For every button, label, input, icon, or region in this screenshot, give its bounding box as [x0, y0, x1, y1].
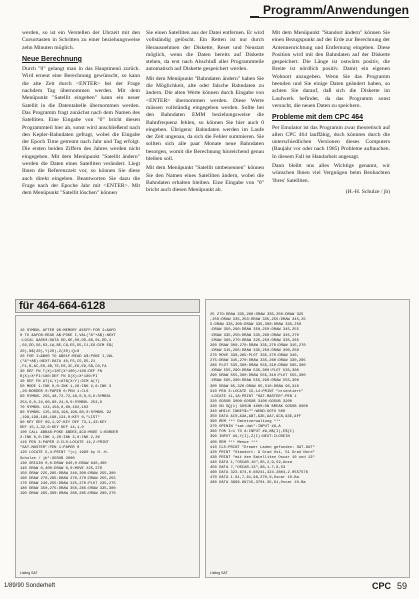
paragraph: Sie einen Satelliten aus der Datei entfernen. Er wird vollständig gelöscht. Ein Retten ist nur durch Herausnehmen der Diskette, Reset und Neustart möglich, wenn die Daten bereits auf Diskette stehen, da erst nach Abschluß aller Programmteile automatisch auf Diskette gespeichert werden.: [146, 30, 264, 73]
paragraph: Dann bleibt uns alles Wichtige genannt, wir wünschen Ihnen viel Vergnügen beim Beobachten 'Ihres' Satelliten.: [272, 163, 390, 184]
code-text: 25 270:DRAW 335,260:DRAW 335,250:DRAW 325 ,250:DRAW 335,250:DRAW 335,255:DRAW 345,25 5:DRAW 335,300:DRAW 335,300:DRAW 335,250 :DRAW 350,260:DRAW 350,250:DRAW 345,255 :DRAW 335,250:DRAW 335,260:DRAW 345,270 :DRAW 360,270:DRAW 325,250:DRAW 335,265 260 DRAW 300,270:DRAW 335,270:DRAW 315,270 :DRAW 315,265:DRAW 335,250:DRAW 300,250 270 MOVE 330,265:PLOT 335,270:DRAW 340, 275:DRAW 345,270:DRAW 335,260:DRAW 330,265 280 PLOT 535,300:DRAW 555,310:DRAW 565,300 :DRAW 555,290:DRAW 535,300:PLOT 535,300 290 DRAW 555,300:DRAW 555,310:PLOT 555,300 :DRAW 565,300:DRAW 555,290:DRAW 555,300 300 DRAW 65,320:DRAW 65,310:DRAW 90,310 310 PEN 3:LOCATE 15,14:PRINT "orientiert" :LOCATE 11,18:PRINT "SAT-MASTER":PEN 1 320 GOSUB 3000:GOSUB 3100:GOSUB 3200 330 ON SQ(1) GOSUB 4000:ON BREAK GOSUB 9000 340 WHILE INKEY$="":WEND:GOTO 500 350 DATA &C0,&3A,&B7,&3E,&A7,&C8,&3E,&FF 360 REM *** Dateiverwaltung *** 370 OPENIN "sat.dat":INPUT #9,A 380 FOR I=1 TO A:INPUT #9,N$(I),E$(I) 390 INPUT #9,Y(I),Z(I):NEXT:CLOSEIN 400 REM *** Menue *** 410 CLS:PRINT "Drewer Laden gefunden: SAT.DAT" 420 PRINT "Standort: 9 Grad Ost, 51 Grad Nord" 430 PRINT "mit den Satelliten Oscar 10 und 13" 440 DATA 1,"OSCAR-10",85,2,9,52,Anza 450 DATA 7,"OSCAR-13",88,1,7,8,53 460 DATA 323.674,0.60241,324.2804,2.0557576 470 DATA 1.61,7,61,98,270,0,Oscar 10-Ba 480 DATA 3996.89715,3701.35,61,Oscar 10-Ba: [210, 313, 315, 486]
paragraph: Mit dem Menüpunkt "Standort ändern" können Sie einen Bezugspunkt auf der Erde zur Berechnung der Antennenrichtung und Entfernung eingeben. Diese Position wird mit den Bahndaten auf der Diskette gespeichert. Die Länge ist ostwärts positiv, die Breite ist nördlich positiv. Damit ein eigenen Wohnort anzugeben. Wenn Sie das Programm beenden und Sie einige Daten geändert haben, so achten Sie darauf, daß sich die Diskette im Laufwerk befindet, da das Programm sonst versucht, die neuen Daten zu speichern.: [272, 30, 390, 109]
page-footer: [372, 581, 407, 591]
magazine-name: CPC: [371, 581, 391, 591]
listing-caption: Listing SAT: [210, 570, 228, 575]
paragraph: Mit dem Menüpunkt "Satellit umbenennen" können Sie den Namen eines Satelliten ändern, wobei die Bahndaten erhalten bleiben. Eine Eingabe von "0" bricht auch diesen Menüpunkt ab.: [146, 165, 264, 194]
code-listing-left: [15, 315, 200, 578]
section-heading: Probleme mit dem CPC 464: [272, 114, 364, 122]
author-signature: (H.-H. Schulze / jb): [345, 188, 390, 195]
listing-title: für 464-664-6128: [15, 299, 200, 313]
section-title: Programm/Anwendungen: [259, 3, 409, 17]
text-column-3: [272, 30, 390, 196]
page-number: 59: [396, 581, 407, 591]
text-column-2: [146, 30, 264, 197]
code-text: 10 SYMBOL AFTER 90:MEMORY &55FF:FOR I=&AFD 0 TO &AFD8:READ A$:POKE I,VAL("&"+A$):NEXT :LOCAL &A050:DATA DD,6E,00,DD,66,01,DD,4 ,02,DD,56,03,1A,BE,C8,E5,D5,C1,E9:DIM E$( 20),N$(20),Y(20),Z(20):Q=0 20 FOR I=&B00 TO &B01F:READ A$:POKE I,VAL ("&"+A$):NEXT:DATA 40,F5,C5,D5,21 ,F1,B,8C,ED,4B,7E,E6,3C,ED,ED,5B,C0,FA 30 DEF FN T(X)=INT(X*100)/100:DEF FN R(X)=X*PI/180:DEF FN D(X)=X*180/PI 40 DEF FN AT(X,Y)=ATN(X/Y):DIM A(7) 50 MODE 1:INK 0,0:INK 1,26:INK 2,6:INK 3 ,20:BORDER 0:PAPER 0:PEN 1:CLS 60 SYMBOL 255,48,72,72,48,0,0,0,0:SYMBOL 254,0,0,24,60,60,24,0,0:SYMBOL 253,0 70 SYMBOL 124,158,0,60,102,102 80 SYMBOL 125,158,198,198,60,0:SYMBOL 92 ,198,198,198,198,124,0:KEY 0,"LIST" 90 KEY DEF 69,1,97:KEY DEF 73,1,43:KEY DEF 15,1,32,0:KEY DEF 14,1,0 100 CALL &BB48:POKE &BDEE,&C9:MODE 1:BORDER 2:INK 0,0:INK 1,20:INK 3,0:INK 2,26 110 PEN 3:PAPER 2:CLS:LOCATE 14,2:PRINT "SAT-MASTER":PEN 1:PAPER 0 120 LOCATE 5,4:PRINT "(c) 1990 by H.-H. Schulze / jb":GOSUB 2000 130 ORIGIN 0,0:DRAW 640,0:DRAW 640,400 140 DRAW 0,400:DRAW 0,0:MOVE 225,270 150 DRAW 225,285:DRAW 240,300:DRAW 255,300 160 DRAW 270,285:DRAW 270,270:DRAW 255,255 170 DRAW 240,255:DRAW 225,270:PLOT 235,275 180 DRAW 350,275:DRAW 350,285:DRAW 335,300 190 DRAW 295,300:DRAW 280,285:DRAW 280,270: [20, 329, 118, 497]
paragraph: werden, so ist ein Verstellen der Uhrzeit mit den Cursortasten in Schritten zu einer beziehungsweise zehn Minuten möglich.: [22, 30, 140, 51]
section-heading: Neue Berechnung: [22, 55, 82, 63]
page-header: [250, 3, 409, 21]
listing-caption: Listing SAT: [20, 570, 38, 575]
paragraph: Per Emulator ist das Programm zwar theoretisch auf allen CPC 464 lauffähig, doch könnten durch die unterschiedlichen Versionen dieses Computers (Baujahr vor oder nach 1985) Probleme auftauchen. In diesem Fall ist Handarbeit angesagt.: [272, 124, 390, 160]
code-listing-right: [205, 299, 410, 578]
paragraph: Durch "0" gelangt man in das Hauptmenü zurück. Wird erneut eine Berechnung gewünscht, so kann die alte Zeit durch <ENTER> bei der Frage nachdem Tag übernommen werden. Mit dem Menüpunkt "Satellit eingeben" kann ein neuer Satellit in die Datentabelle übernommen werden. Das Programm fragt zunächst nach dem Namen des Satelliten. Eine Eingabe von "0" bricht diesen Programmteil hier ab, sonst wird anschließend nach den Kepler-Bahndaten gefragt, wobei die Eingabe der Epoch Time getrennt nach Jahr und Tag erfolgt. Die ersten beiden Ziffern des Jahres werden nicht eingegeben. Mit dem Menüpunkt "Satellit ändern" werden die Daten eines Satelliten verändert. Liegt Ihnen die Referenzzeit vor, so können Sie diese auch direkt eingeben. Beantworten Sie dazu die Frage nach der Epoche Jahr mit <ENTER>. Mit dem Menüpunkt "Satellit löschen" können: [22, 66, 140, 197]
text-column-1: [22, 30, 140, 200]
issue-label: 1/89/90 Sonderheft: [4, 583, 56, 589]
paragraph: Mit dem Menüpunkt "Bahndaten ändern" haben Sie die Möglichkeit, alte oder falsche Bahndaten zu ändern. Die alten Werte können durch Eingabe von <ENTER> übernommen werden. Diese Werte müssen vollständig eingegeben werden. Sollte bei den Bahndaten EMM beziehungsweise die Bahnfrequenz fehlen, so können Sie hier auch 0 eingeben. Übrigens: Bahndaten werden im Laufe der Zeit ungenau, da sich die Fehler summieren. Sie sollten sich alle paar Monate neue Bahndaten besorgen, womit die Berechnung hinreichend genau bleiben soll.: [146, 75, 264, 163]
